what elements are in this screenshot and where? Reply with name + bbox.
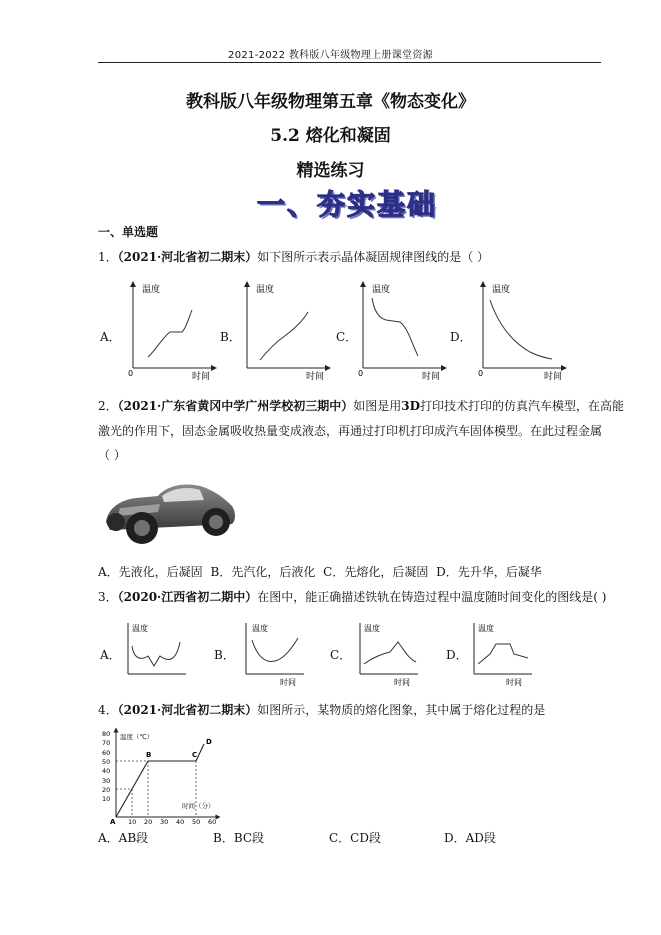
q3-source: （2020·江西省初二期中） — [117, 590, 258, 604]
lesson-title: 5.2 熔化和凝固 — [270, 126, 391, 146]
q1-graph-c[interactable] — [352, 280, 452, 384]
q2-option-c[interactable]: C．先熔化，后凝固 — [323, 565, 429, 579]
q4-option-d[interactable]: D．AD段 — [444, 831, 496, 845]
q4-ytick-10: 10 — [102, 795, 111, 803]
q3-graph-a[interactable] — [120, 620, 200, 688]
q1d-y-label: 温度 — [492, 285, 511, 295]
q1c-origin: 0 — [358, 369, 364, 378]
q2-options — [98, 563, 542, 580]
q1-text: 如下图所示表示晶体凝固规律图线的是（ ） — [257, 250, 490, 264]
q1-number: 1． — [98, 250, 118, 264]
q3-graph-c[interactable] — [352, 620, 432, 688]
q4-xtick-40: 40 — [176, 818, 185, 824]
q3-text: 在图中，能正确描述铁轨在铸造过程中温度随时间变化的图线是( ) — [257, 590, 607, 604]
q2-option-b[interactable]: B．先汽化，后液化 — [210, 565, 316, 579]
q3-graph-d[interactable] — [466, 620, 546, 688]
q4-ytick-30: 30 — [102, 777, 111, 785]
q4-option-c[interactable]: C．CD段 — [329, 831, 381, 845]
q1-graph-a[interactable] — [122, 280, 222, 384]
q1c-x-label: 时间 — [422, 372, 441, 382]
q3-number: 3． — [98, 590, 118, 604]
q1-option-b-label[interactable]: B． — [220, 330, 241, 344]
q1-option-a-label[interactable]: A． — [100, 330, 121, 344]
q3b-x-label: 时间 — [280, 678, 296, 687]
q1a-x-label: 时间 — [192, 372, 211, 382]
q4-xtick-50: 50 — [192, 818, 201, 824]
q4-ytick-80: 80 — [102, 730, 111, 738]
q1-options-graphs — [100, 280, 563, 385]
question-1 — [98, 245, 489, 269]
q2-car-image — [100, 472, 240, 552]
document-title: 教科版八年级物理第五章《物态变化》 — [186, 92, 475, 112]
q2-source: （2021·广东省黄冈中学广州学校初三期中） — [117, 399, 354, 413]
q1d-x-label: 时间 — [544, 372, 563, 382]
section-heading: 一、单选题 — [98, 225, 159, 239]
q4-xtick-20: 20 — [144, 818, 153, 824]
q2-number: 2． — [98, 399, 118, 413]
q2-line-2: 激光的作用下，固态金属吸收热量变成液态，再通过打印机打印成汽车固体模型。在此过程金属 — [98, 424, 603, 438]
q3c-x-label: 时间 — [394, 678, 410, 687]
q4-point-c: C — [192, 751, 198, 759]
q2-text-2: 打印技术打印的仿真汽车模型，在高能 — [420, 399, 625, 413]
q1d-origin: 0 — [478, 369, 484, 378]
q4-option-a[interactable]: A．AB段 — [98, 831, 149, 845]
header-rule — [98, 62, 601, 63]
q4-number: 4． — [98, 703, 118, 717]
question-2 — [98, 394, 624, 418]
q4-point-b: B — [146, 751, 152, 759]
q4-xtick-30: 30 — [160, 818, 169, 824]
q2-text-3d: 3D — [401, 399, 420, 413]
q2-option-a[interactable]: A．先液化，后凝固 — [98, 565, 203, 579]
q1a-y-label: 温度 — [142, 285, 161, 295]
q4-text: 如图所示，某物质的熔化图象，其中属于熔化过程的是 — [257, 703, 546, 717]
q3-graph-b[interactable] — [238, 620, 318, 688]
q1-graph-b[interactable] — [236, 280, 336, 384]
q4-xtick-60: 60 — [208, 818, 217, 824]
q1-option-c-label[interactable]: C． — [336, 330, 358, 344]
q1b-y-label: 温度 — [256, 285, 275, 295]
q3b-y-label: 温度 — [252, 624, 268, 633]
q4-y-label: 温度（℃） — [120, 733, 154, 741]
q3d-y-label: 温度 — [478, 624, 494, 633]
q1a-origin: 0 — [128, 369, 134, 378]
q4-ytick-60: 60 — [102, 749, 111, 757]
q3-options-graphs — [100, 620, 540, 690]
q2-line-3: （ ） — [98, 448, 126, 462]
q4-ytick-20: 20 — [102, 786, 111, 794]
q4-ytick-50: 50 — [102, 758, 111, 766]
exercise-title: 精选练习 — [296, 161, 365, 181]
q3-option-b-label[interactable]: B． — [214, 648, 235, 662]
q4-x-label: 时间（分） — [182, 802, 215, 810]
question-3 — [98, 585, 606, 609]
q3-option-a-label[interactable]: A． — [100, 648, 121, 662]
q3-option-c-label[interactable]: C． — [330, 648, 352, 662]
q4-xtick-10: 10 — [128, 818, 137, 824]
q4-point-a: A — [110, 818, 116, 824]
q4-ytick-40: 40 — [102, 767, 111, 775]
q2-option-d[interactable]: D．先升华，后凝华 — [436, 565, 542, 579]
q1-graph-d[interactable] — [472, 280, 572, 384]
q3a-y-label: 温度 — [132, 624, 148, 633]
q3c-y-label: 温度 — [364, 624, 380, 633]
q1b-x-label: 时间 — [306, 372, 325, 382]
q3-option-d-label[interactable]: D． — [446, 648, 468, 662]
q2-text-1: 如图是用 — [353, 399, 402, 413]
q1-source: （2021·河北省初二期末） — [117, 250, 258, 264]
question-4 — [98, 698, 545, 722]
q4-point-d: D — [206, 738, 212, 746]
section-banner: 一、夯实基础 — [257, 188, 438, 221]
q4-melting-graph — [100, 724, 230, 824]
page-header: 2021-2022 教科版八年级物理上册课堂资源 — [228, 50, 433, 61]
q1-option-d-label[interactable]: D． — [450, 330, 472, 344]
q4-source: （2021·河北省初二期末） — [117, 703, 258, 717]
q1c-y-label: 温度 — [372, 285, 391, 295]
q4-option-b[interactable]: B．BC段 — [213, 831, 265, 845]
q4-ytick-70: 70 — [102, 739, 111, 747]
q3d-x-label: 时间 — [506, 678, 522, 687]
